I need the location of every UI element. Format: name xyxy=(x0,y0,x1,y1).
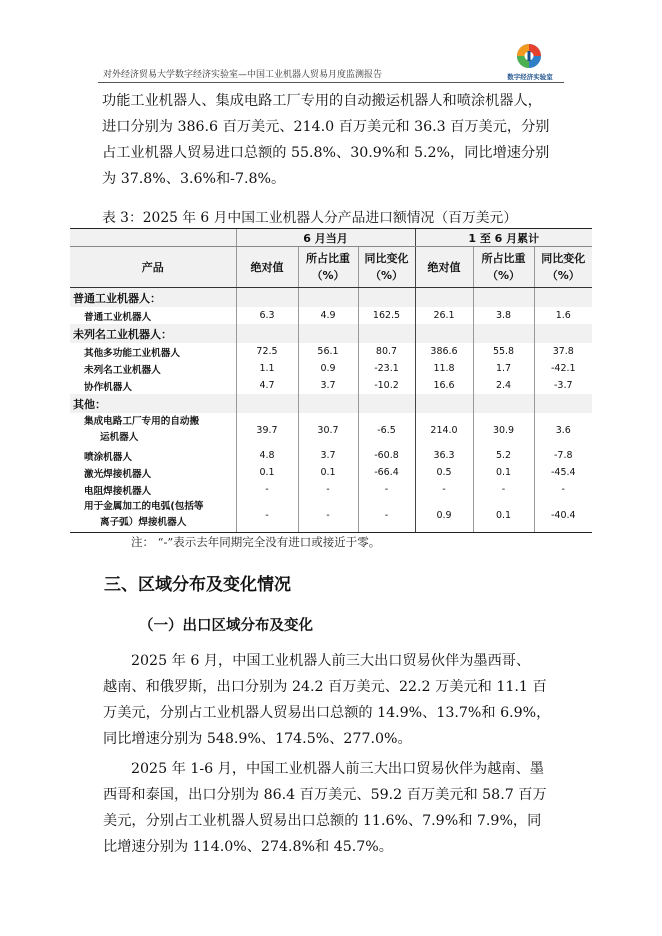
intro-paragraph xyxy=(102,88,565,192)
product-name: 激光焊接机器人 xyxy=(84,468,152,480)
value-cell: -6.5 xyxy=(358,413,415,447)
value-cell: 30.9 xyxy=(473,413,534,447)
header-share: 所占比重 （%） xyxy=(473,247,534,288)
subsection-title: （一）出口区域分布及变化 xyxy=(139,618,313,634)
header-current-month: 6 月当月 xyxy=(236,229,415,247)
value-cell: 6.3 xyxy=(236,307,298,324)
group-row xyxy=(70,394,592,413)
group-name: 其他： xyxy=(70,394,236,413)
value-cell: - xyxy=(236,481,298,498)
section-title: 三、区域分布及变化情况 xyxy=(104,575,291,595)
group-name: 普通工业机器人： xyxy=(70,288,236,308)
text-line: 越南、和俄罗斯，出口分别为 24.2 百万美元、22.2 万美元和 11.1 百 xyxy=(103,679,547,695)
value-cell: 162.5 xyxy=(358,307,415,324)
value-cell: -7.8 xyxy=(534,447,592,464)
header-product: 产品 xyxy=(70,247,236,288)
header-yoy: 同比变化 （%） xyxy=(358,247,415,288)
value-cell: 214.0 xyxy=(415,413,473,447)
value-cell: 36.3 xyxy=(415,447,473,464)
value-cell: 4.8 xyxy=(236,447,298,464)
text-line: 2025 年 6 月，中国工业机器人前三大出口贸易伙伴为墨西哥、 xyxy=(131,653,531,669)
product-name: 用于金属加工的电弧(包括等 离子弧）焊接机器人 xyxy=(70,498,236,533)
table-row xyxy=(70,377,592,394)
product-name: 喷涂机器人 xyxy=(84,451,132,463)
header-share: 所占比重 （%） xyxy=(298,247,358,288)
value-cell: - xyxy=(473,481,534,498)
text-line: 同比增速分别为 548.9%、174.5%、277.0%。 xyxy=(103,731,412,747)
header-abs: 绝对值 xyxy=(415,247,473,288)
value-cell: 5.2 xyxy=(473,447,534,464)
header-cumulative: 1 至 6 月累计 xyxy=(415,229,592,247)
value-cell: 3.6 xyxy=(534,413,592,447)
table-row xyxy=(70,360,592,377)
value-cell: 16.6 xyxy=(415,377,473,394)
table-row xyxy=(70,307,592,324)
value-cell: - xyxy=(358,498,415,533)
value-cell: 3.7 xyxy=(298,377,358,394)
group-name: 未列名工业机器人： xyxy=(70,324,236,343)
text-line: 为 37.8%、3.6%和-7.8%。 xyxy=(102,171,286,187)
value-cell: 0.1 xyxy=(473,498,534,533)
value-cell: -60.8 xyxy=(358,447,415,464)
group-row xyxy=(70,288,592,308)
paragraph-june xyxy=(103,648,566,752)
value-cell: 3.8 xyxy=(473,307,534,324)
table-row xyxy=(70,447,592,464)
group-row xyxy=(70,324,592,343)
import-table xyxy=(70,228,592,533)
value-cell: -10.2 xyxy=(358,377,415,394)
value-cell: 0.5 xyxy=(415,464,473,481)
value-cell: - xyxy=(298,481,358,498)
paragraph-jan-june xyxy=(103,756,566,860)
value-cell: 0.9 xyxy=(298,360,358,377)
value-cell: 3.7 xyxy=(298,447,358,464)
text-line: 万美元，分别占工业机器人贸易出口总额的 14.9%、13.7%和 6.9%， xyxy=(103,705,551,721)
value-cell: -40.4 xyxy=(534,498,592,533)
value-cell: - xyxy=(298,498,358,533)
table-note: 注： “-”表示去年同期完全没有进口或接近于零。 xyxy=(131,535,381,549)
value-cell: 4.9 xyxy=(298,307,358,324)
header-abs: 绝对值 xyxy=(236,247,298,288)
value-cell: -3.7 xyxy=(534,377,592,394)
text-line: 比增速分别为 114.0%、274.8%和 45.7%。 xyxy=(103,839,393,855)
value-cell: 72.5 xyxy=(236,343,298,360)
header-yoy: 同比变化 （%） xyxy=(534,247,592,288)
text-line: 美元，分别占工业机器人贸易出口总额的 11.6%、7.9%和 7.9%，同 xyxy=(103,813,542,829)
text-line: 西哥和泰国，出口分别为 86.4 百万美元、59.2 百万美元和 58.7 百万 xyxy=(103,787,547,803)
value-cell: -66.4 xyxy=(358,464,415,481)
text-line: 2025 年 1-6 月，中国工业机器人前三大出口贸易伙伴为越南、墨 xyxy=(131,761,544,777)
product-name: 其他多功能工业机器人 xyxy=(84,347,180,359)
value-cell: -23.1 xyxy=(358,360,415,377)
text-line: 占工业机器人贸易进口总额的 55.8%、30.9%和 5.2%，同比增速分别 xyxy=(102,145,550,161)
value-cell: 386.6 xyxy=(415,343,473,360)
value-cell: -42.1 xyxy=(534,360,592,377)
value-cell: 56.1 xyxy=(298,343,358,360)
header-title: 对外经济贸易大学数字经济实验室—中国工业机器人贸易月度监测报告 xyxy=(103,70,383,80)
value-cell: 0.1 xyxy=(236,464,298,481)
value-cell: 55.8 xyxy=(473,343,534,360)
value-cell: 11.8 xyxy=(415,360,473,377)
value-cell: 1.7 xyxy=(473,360,534,377)
value-cell: 1.6 xyxy=(534,307,592,324)
product-name: 未列名工业机器人 xyxy=(84,364,161,376)
table-row xyxy=(70,464,592,481)
table-row xyxy=(70,498,592,533)
table-caption: 表 3：2025 年 6 月中国工业机器人分产品进口额情况（百万美元） xyxy=(102,210,518,226)
product-name: 普通工业机器人 xyxy=(84,311,152,323)
value-cell: -45.4 xyxy=(534,464,592,481)
empty-header-cell xyxy=(70,229,236,247)
value-cell: - xyxy=(358,481,415,498)
value-cell: 26.1 xyxy=(415,307,473,324)
value-cell: 0.9 xyxy=(415,498,473,533)
text-line: 功能工业机器人、集成电路工厂专用的自动搬运机器人和喷涂机器人， xyxy=(102,93,542,109)
table-row xyxy=(70,413,592,447)
value-cell: - xyxy=(415,481,473,498)
header-divider xyxy=(98,82,564,83)
value-cell: - xyxy=(236,498,298,533)
value-cell: 2.4 xyxy=(473,377,534,394)
value-cell: - xyxy=(534,481,592,498)
value-cell: 1.1 xyxy=(236,360,298,377)
value-cell: 37.8 xyxy=(534,343,592,360)
value-cell: 80.7 xyxy=(358,343,415,360)
table-row xyxy=(70,343,592,360)
table-row xyxy=(70,481,592,498)
product-name: 电阻焊接机器人 xyxy=(84,485,152,497)
value-cell: 30.7 xyxy=(298,413,358,447)
value-cell: 4.7 xyxy=(236,377,298,394)
logo-text: 数字经济实验室 xyxy=(507,73,553,81)
text-line: 进口分别为 386.6 百万美元、214.0 百万美元和 36.3 百万美元，分别 xyxy=(102,119,550,135)
value-cell: 39.7 xyxy=(236,413,298,447)
product-name: 协作机器人 xyxy=(84,381,132,393)
value-cell: 0.1 xyxy=(473,464,534,481)
product-name: 集成电路工厂专用的自动搬 运机器人 xyxy=(84,416,200,443)
value-cell: 0.1 xyxy=(298,464,358,481)
